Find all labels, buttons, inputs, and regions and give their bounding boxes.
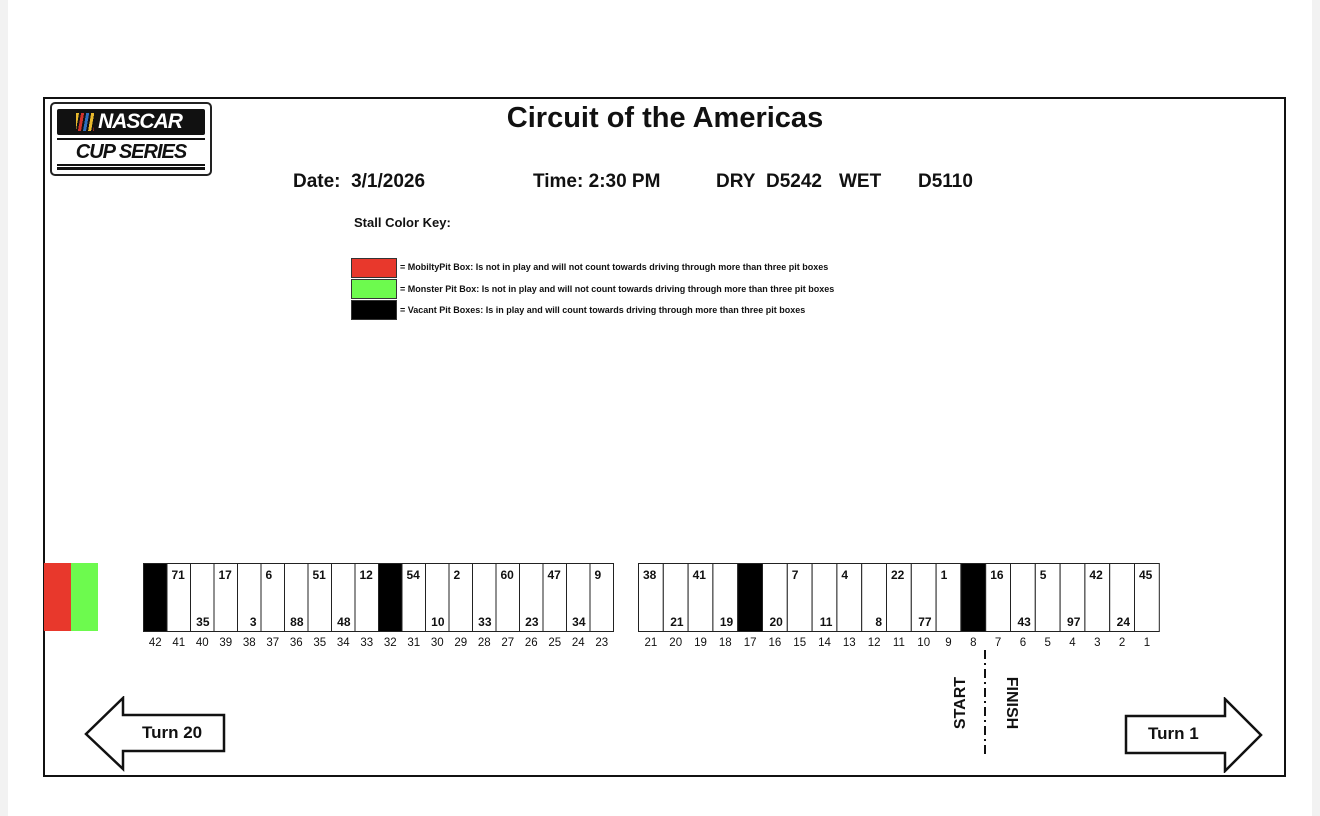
stall-number: 17 <box>743 637 757 649</box>
mobility-pit-box <box>44 563 71 631</box>
stall-number: 26 <box>524 637 538 649</box>
turn-1-label: Turn 1 <box>1148 724 1199 743</box>
stall-number: 23 <box>595 637 609 649</box>
start-finish-line <box>978 648 992 758</box>
stall-number: 27 <box>501 637 515 649</box>
car-number: 38 <box>643 568 657 582</box>
stall-number: 13 <box>842 637 856 649</box>
dry-info <box>716 171 822 193</box>
dry-tire-code: D5242 <box>765 171 822 192</box>
pit-stall-vacant <box>379 564 403 632</box>
pit-stall-vacant <box>961 564 986 632</box>
wet-tire-code: D5110 <box>918 171 973 192</box>
wet-label: WET <box>839 171 882 192</box>
stall-number: 33 <box>360 637 374 649</box>
date-info <box>293 171 425 193</box>
stall-number: 30 <box>430 637 444 649</box>
time-value: 2:30 PM <box>588 171 661 192</box>
car-number: 54 <box>406 568 420 582</box>
stall-number: 32 <box>383 637 397 649</box>
car-number: 33 <box>478 615 492 629</box>
stall-number: 7 <box>994 637 1002 649</box>
car-number: 12 <box>359 568 373 582</box>
dry-label: DRY <box>716 171 756 192</box>
car-number: 97 <box>1067 615 1081 629</box>
stall-number: 40 <box>195 637 209 649</box>
car-number: 42 <box>1089 568 1103 582</box>
legend-swatch-mobility <box>351 258 397 278</box>
car-number: 47 <box>547 568 561 582</box>
stall-number: 38 <box>242 637 256 649</box>
pit-stall-vacant <box>738 564 763 632</box>
car-number: 8 <box>875 615 882 629</box>
car-number: 88 <box>290 615 304 629</box>
finish-label: FINISH <box>1003 676 1020 730</box>
stall-number: 12 <box>867 637 881 649</box>
legend-swatch-monster <box>351 279 397 299</box>
stall-number: 36 <box>289 637 303 649</box>
stall-number: 4 <box>1069 637 1076 649</box>
car-number: 11 <box>819 615 833 629</box>
stall-number: 24 <box>571 637 585 649</box>
stall-number: 25 <box>548 637 562 649</box>
car-number: 22 <box>891 568 905 582</box>
stall-number: 42 <box>148 637 162 649</box>
car-number: 71 <box>171 568 185 582</box>
car-number: 51 <box>312 568 326 582</box>
stall-number: 19 <box>694 637 707 649</box>
legend-text-monster: = Monster Pit Box: Is not in play and will not count towards driving through more than three pit boxes <box>400 284 835 294</box>
car-number: 48 <box>337 615 351 629</box>
date-label: Date: <box>293 171 341 192</box>
stall-number: 15 <box>793 637 807 649</box>
stall-number: 14 <box>818 637 831 649</box>
stall-number: 35 <box>313 637 327 649</box>
car-number: 43 <box>1017 615 1031 629</box>
nascar-cup-series-logo <box>50 102 212 176</box>
date-value: 3/1/2026 <box>351 171 426 192</box>
stall-number: 39 <box>219 637 233 649</box>
pit-stalls-21-1 <box>638 563 1161 649</box>
legend-text-mobility: = MobiltyPit Box: Is not in play and will not count towards driving through more than three pit boxes <box>400 262 829 272</box>
stall-number: 6 <box>1019 637 1027 649</box>
pit-sheet-frame <box>43 97 1286 777</box>
turn-20-label: Turn 20 <box>142 723 203 742</box>
car-number: 21 <box>670 615 684 629</box>
pit-stall <box>862 564 887 632</box>
logo-underline <box>57 167 205 170</box>
stall-number: 8 <box>970 637 977 649</box>
stall-number: 10 <box>917 637 931 649</box>
car-number: 19 <box>719 615 734 629</box>
car-number: 10 <box>431 615 445 629</box>
car-number: 16 <box>990 568 1004 582</box>
pit-stall-vacant <box>144 564 168 632</box>
car-number: 45 <box>1139 568 1153 582</box>
time-label: Time: <box>533 171 584 192</box>
car-number: 9 <box>594 568 602 582</box>
stall-number: 2 <box>1118 637 1126 649</box>
stall-number: 3 <box>1094 637 1101 649</box>
stall-number: 34 <box>336 637 350 649</box>
car-number: 41 <box>692 568 706 582</box>
stall-number: 11 <box>892 637 905 649</box>
page-title: Circuit of the Americas <box>506 102 824 134</box>
car-number: 6 <box>265 568 273 582</box>
start-label: START <box>952 676 969 730</box>
stall-number: 28 <box>477 637 491 649</box>
monster-pit-box <box>71 563 98 631</box>
legend-text-vacant: = Vacant Pit Boxes: Is in play and will count towards driving through more than three pit boxes <box>400 305 806 315</box>
car-number: 3 <box>249 615 257 629</box>
stall-number: 31 <box>407 637 421 649</box>
legend-swatch-vacant <box>351 300 397 320</box>
legend-title: Stall Color Key: <box>354 215 451 230</box>
stall-number: 9 <box>945 637 952 649</box>
pit-stall-group-svg <box>143 563 615 651</box>
logo-bottom: CUP SERIES <box>57 138 205 166</box>
stall-number: 1 <box>1143 637 1151 649</box>
time-info <box>533 171 660 193</box>
pit-stall-group-svg <box>638 563 1161 651</box>
stall-number: 41 <box>172 637 186 649</box>
stall-number: 29 <box>454 637 468 649</box>
stall-number: 18 <box>718 637 732 649</box>
car-number: 1 <box>940 568 948 582</box>
stall-number: 20 <box>669 637 683 649</box>
car-number: 35 <box>196 615 210 629</box>
logo-stripes-icon <box>76 113 94 131</box>
car-number: 17 <box>218 568 232 582</box>
car-number: 34 <box>572 615 586 629</box>
car-number: 60 <box>500 568 514 582</box>
stall-number: 37 <box>266 637 280 649</box>
car-number: 23 <box>525 615 539 629</box>
pit-stalls-42-23 <box>143 563 615 649</box>
car-number: 77 <box>918 615 932 629</box>
stall-number: 16 <box>768 637 782 649</box>
car-number: 7 <box>791 568 799 582</box>
stall-number: 21 <box>644 637 658 649</box>
car-number: 2 <box>453 568 461 582</box>
car-number: 5 <box>1039 568 1047 582</box>
logo-top: NASCAR <box>57 109 205 135</box>
stall-number: 5 <box>1044 637 1051 649</box>
car-number: 24 <box>1116 615 1130 629</box>
car-number: 20 <box>769 615 783 629</box>
car-number: 4 <box>841 568 849 582</box>
